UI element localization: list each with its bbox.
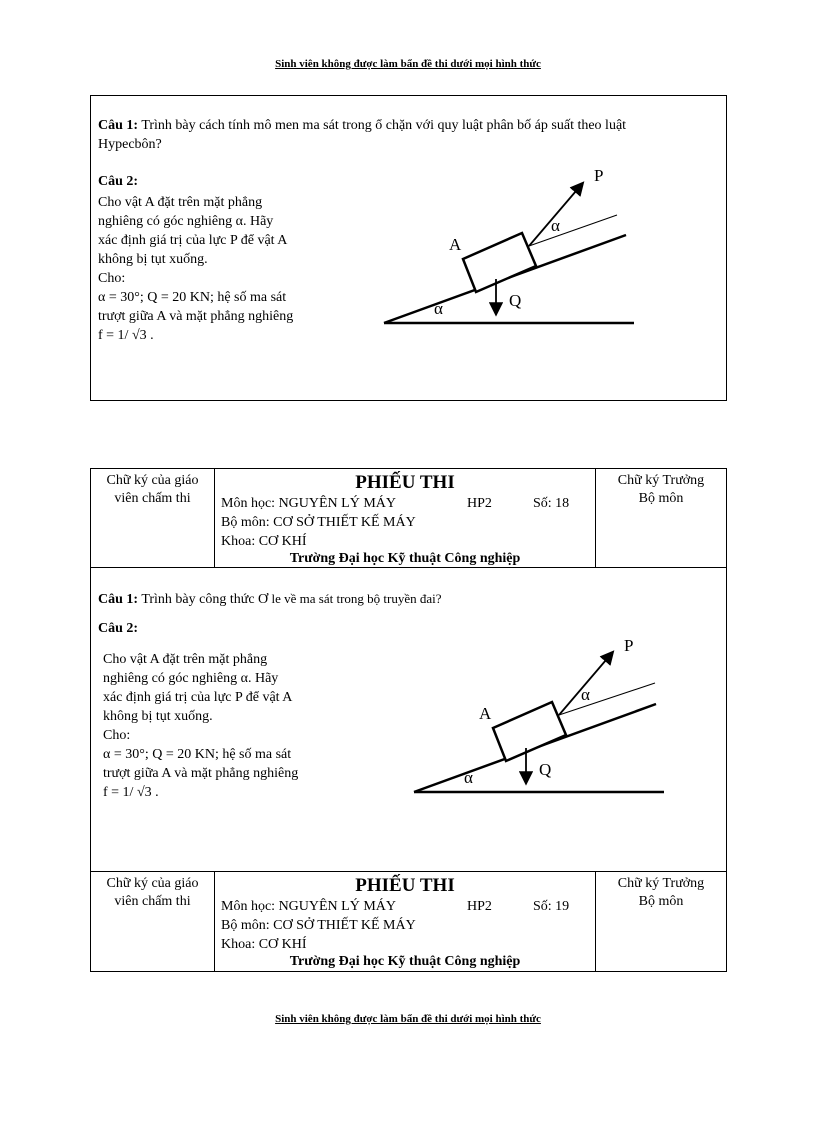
head-signature-cell: Chữ ký Trưởng Bộ môn [595,872,726,971]
label-alpha-top: α [551,216,560,235]
question-1: Câu 1: Trình bày cách tính mô men ma sát trong ổ chặn với quy luật phân bố áp suất theo luật Hypecbôn? [98,118,627,152]
question-2-text: Cho vật A đặt trên mặt phẳng nghiêng có góc nghiêng α. Hãy xác định giá trị của lực P để vật A không bị tụt xuống. Cho: α = 30°; Q = 20 KN; hệ số ma sát trượt giữa A và mặt phẳng nghiêng f = 1/ √3 . [103,652,299,800]
label-A: A [449,235,462,254]
label-Q: Q [539,760,552,779]
exam-header-18 [90,468,727,568]
label-alpha-base: α [464,768,473,787]
exam-title: PHIẾU THI [355,472,455,493]
label-alpha-base: α [434,299,443,318]
notice-bottom: Sinh viên không được làm bẩn đề thi dưới mọi hình thức [275,1013,541,1025]
exam-box-top [90,95,727,401]
label-P: P [624,636,634,655]
label-A: A [479,704,492,723]
incline-diagram [411,634,671,804]
block-A [463,233,536,292]
block-A [493,702,566,761]
question-2-label: Câu 2: [98,174,139,189]
notice-top: Sinh viên không được làm bẩn đề thi dưới mọi hình thức [275,58,541,70]
exam-info-cell: PHIẾU THI Môn học: NGUYÊN LÝ MÁY HP2 Số: 18 Bộ môn: CƠ SỞ THIẾT KẾ MÁY Khoa: CƠ KHÍ Trường Đại học Kỹ thuật Công nghiệp [215,469,595,567]
label-P: P [594,166,604,185]
question-1: Câu 1: Trình bày công thức Ơ le về ma sát trong bộ truyền đai? [98,591,442,607]
question-2-text: Cho vật A đặt trên mặt phẳng nghiêng có góc nghiêng α. Hãy xác định giá trị của lực P để vật A không bị tụt xuống. Cho: α = 30°; Q = 20 KN; hệ số ma sát trượt giữa A và mặt phẳng nghiêng f = 1/ √3 . [98,195,294,343]
grader-signature-cell: Chữ ký của giáo viên chấm thi [91,872,215,971]
exam-title: PHIẾU THI [355,875,455,896]
head-signature-cell: Chữ ký Trưởng Bộ môn [595,469,726,567]
label-alpha-top: α [581,685,590,704]
exam-info-cell: PHIẾU THI Môn học: NGUYÊN LÝ MÁY HP2 Số: 19 Bộ môn: CƠ SỞ THIẾT KẾ MÁY Khoa: CƠ KHÍ Trường Đại học Kỹ thuật Công nghiệp [215,872,595,971]
exam-box-bottom [90,567,727,872]
label-Q: Q [509,291,522,310]
question-2-label: Câu 2: [98,621,139,636]
exam-header-19 [90,871,727,972]
grader-signature-cell: Chữ ký của giáo viên chấm thi [91,469,215,567]
incline-diagram [381,161,641,331]
